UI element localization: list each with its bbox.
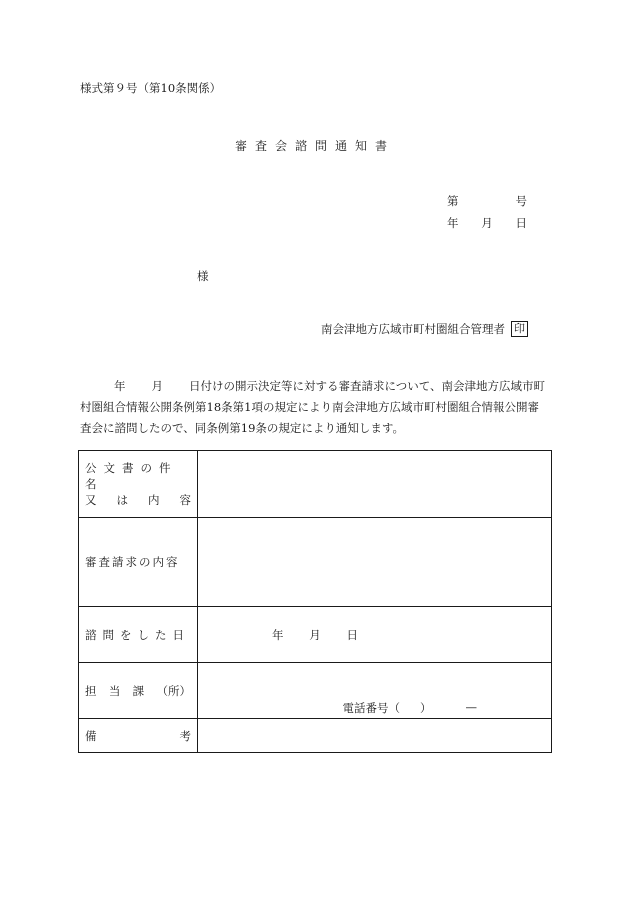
label-char: 考 (179, 728, 191, 743)
phone-number-field (343, 700, 478, 716)
label-department-chars (85, 683, 191, 699)
label-char: 内 (148, 493, 160, 507)
inquiry-date-day: 日 (346, 627, 358, 642)
sender-block (321, 321, 528, 337)
body-line-1 (80, 376, 552, 397)
sender-name: 南会津地方広域市町村圏組合管理者 (321, 322, 505, 336)
label-remarks-chars (85, 728, 191, 744)
document-title: 審査会諮問通知書 (234, 139, 395, 153)
label-remarks (79, 719, 198, 753)
doc-number-go: 号 (515, 194, 527, 208)
label-char: （所） (156, 683, 191, 698)
body-month: 月 (151, 379, 163, 393)
label-char: 容 (179, 493, 191, 507)
body-line-3: 査会に諮問したので、同条例第19条の規定により通知します。 (80, 421, 404, 435)
body-year: 年 (114, 379, 126, 393)
phone-paren-close: ） (420, 701, 432, 715)
value-document-subject[interactable] (198, 451, 552, 518)
date-month: 月 (481, 216, 493, 230)
table-row (79, 719, 552, 753)
body-line-1-text: 日付けの開示決定等に対する審査請求について、南会津地方広域市町 (189, 379, 546, 393)
phone-dash: — (465, 700, 477, 714)
document-number-block (447, 193, 527, 237)
label-document-subject-line-2 (85, 492, 191, 508)
form-number-label: 様式第９号（第10条関係） (80, 81, 222, 95)
date-year: 年 (447, 216, 459, 230)
phone-label: 電話番号（ (342, 701, 400, 715)
inquiry-date-year: 年 (272, 627, 284, 642)
seal-mark: 印 (511, 321, 528, 337)
inquiry-date-month: 月 (309, 627, 321, 642)
document-date-row (447, 215, 527, 237)
label-char: 担 (85, 683, 97, 698)
label-department (79, 663, 198, 719)
label-request-content: 審査請求の内容 (79, 518, 198, 607)
body-line-2: 村圏組合情報公開条例第18条第1項の規定により南会津地方広域市町村圏組合情報公開審 (80, 400, 539, 414)
label-char: 当 (108, 683, 121, 698)
table-row (79, 518, 552, 607)
label-char: 又 (85, 493, 97, 507)
document-number-row (447, 193, 527, 215)
body-paragraph (80, 376, 552, 439)
table-row (79, 607, 552, 663)
value-remarks[interactable] (198, 719, 552, 753)
value-inquiry-date[interactable] (198, 607, 552, 663)
inquiry-date-fields (272, 627, 358, 643)
label-char: 課 (132, 683, 145, 698)
addressee-suffix: 様 (197, 269, 209, 283)
label-char: は (116, 493, 128, 507)
inquiry-info-table (78, 450, 552, 753)
doc-number-dai: 第 (447, 194, 459, 208)
table-row (79, 663, 552, 719)
value-department[interactable] (198, 663, 552, 719)
value-request-content[interactable] (198, 518, 552, 607)
label-document-subject (79, 451, 198, 518)
label-inquiry-date: 諮問をした日 (79, 607, 198, 663)
table-row (79, 451, 552, 518)
label-char: 備 (85, 728, 97, 743)
label-document-subject-line-1: 公文書の件名 (85, 461, 178, 491)
date-day: 日 (515, 216, 527, 230)
